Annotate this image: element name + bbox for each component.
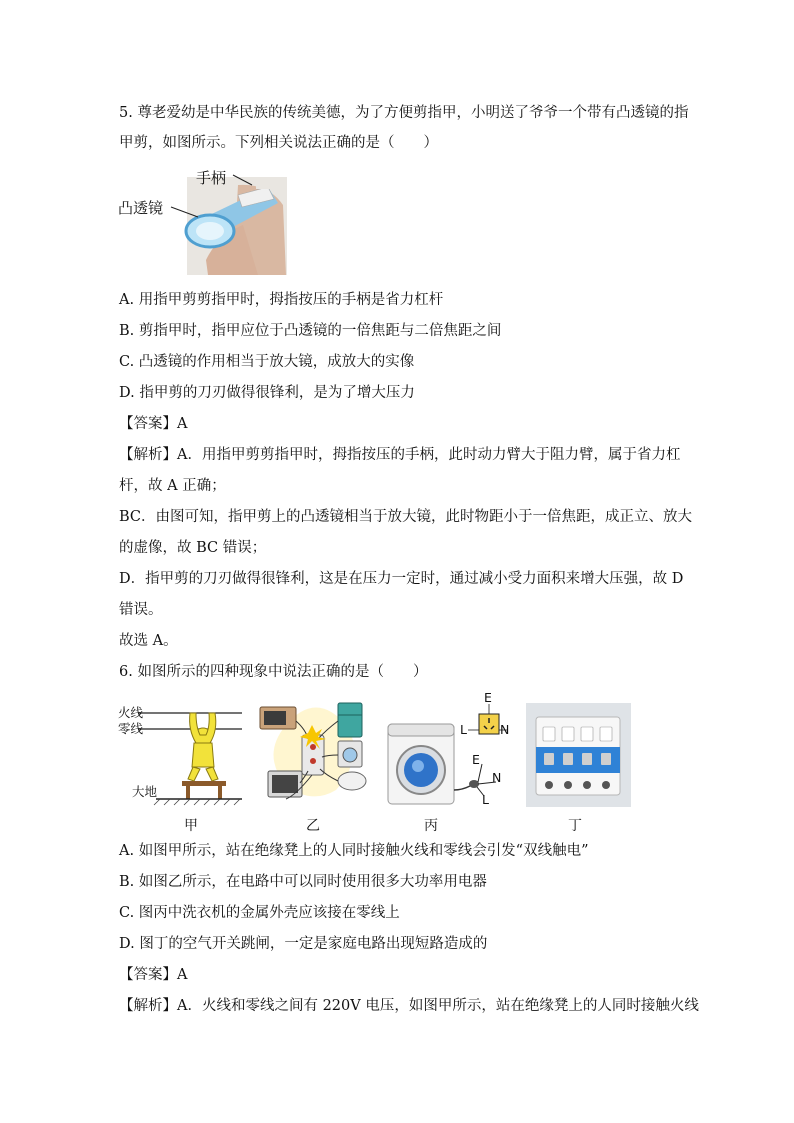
q5-analysis-line2: 杆，故 A 正确；: [119, 478, 226, 494]
q5-stem-line1: 5. 尊老爱幼是中华民族的传统美德，为了方便剪指甲，小明送了爷爷一个带有凸透镜的指: [119, 105, 689, 121]
label-plug-e: E: [472, 752, 480, 767]
overloaded-socket-illustration: [256, 695, 376, 807]
q5-stem-line2: 甲剪，如图所示。下列相关说法正确的是（ ）: [119, 135, 438, 151]
caption-bing: 丙: [424, 818, 438, 834]
caption-jia: 甲: [184, 818, 198, 834]
label-live-wire: 火线: [118, 705, 144, 720]
washing-machine-illustration: [386, 690, 511, 808]
q6-answer: 【答案】A: [119, 967, 188, 983]
label-socket-e: E: [484, 690, 492, 705]
figure-ding: [526, 703, 631, 807]
q5-analysis-line1: 【解析】A．用指甲剪剪指甲时，拇指按压的手柄，此时动力臂大于阻力臂，属于省力杠: [119, 447, 681, 463]
plug-icon: [454, 764, 496, 796]
label-socket-n: N: [500, 722, 510, 737]
q5-option-a: A. 用指甲剪剪指甲时，拇指按压的手柄是省力杠杆: [119, 292, 444, 308]
label-plug-n: N: [492, 770, 502, 785]
q6-option-d: D. 图丁的空气开关跳闸，一定是家庭电路出现短路造成的: [119, 936, 488, 952]
washer-icon: [338, 741, 362, 767]
insulated-stool: [182, 781, 226, 799]
air-switch-photo: [526, 703, 631, 807]
figure-jia: [118, 695, 246, 807]
microwave-icon: [260, 707, 296, 729]
q6-option-b: B. 如图乙所示，在电路中可以同时使用很多大功率用电器: [119, 874, 487, 890]
television-icon: [268, 771, 302, 797]
caption-yi: 乙: [306, 818, 320, 834]
q5-option-b: B. 剪指甲时，指甲应位于凸透镜的一倍焦距与二倍焦距之间: [119, 323, 502, 339]
figure-bing: [386, 690, 511, 808]
q5-analysis-line3: BC．由图可知，指甲剪上的凸透镜相当于放大镜，此时物距小于一倍焦距，成正立、放大: [119, 509, 693, 525]
q5-figure: [118, 165, 293, 277]
q5-option-c: C. 凸透镜的作用相当于放大镜，成放大的实像: [119, 354, 415, 370]
q6-option-c: C. 图丙中洗衣机的金属外壳应该接在零线上: [119, 905, 400, 921]
q5-option-d: D. 指甲剪的刀刃做得很锋利，是为了增大压力: [119, 385, 415, 401]
q6-stem: 6. 如图所示的四种现象中说法正确的是（ ）: [119, 664, 428, 680]
label-ground: 大地: [132, 784, 158, 799]
q5-answer: 【答案】A: [119, 416, 188, 432]
q5-analysis-line7: 故选 A。: [119, 633, 178, 649]
washing-machine-icon: [388, 724, 454, 804]
label-convex-lens: 凸透镜: [118, 199, 164, 217]
label-handle: 手柄: [196, 169, 227, 187]
q5-analysis-line6: 错误。: [119, 602, 163, 618]
caption-ding: 丁: [568, 818, 582, 834]
person-shape: [188, 713, 218, 781]
refrigerator-icon: [338, 703, 362, 737]
q5-analysis-line5: D．指甲剪的刀刃做得很锋利，这是在压力一定时，通过减小受力面积来增大压强，故 D: [119, 571, 684, 587]
q6-option-a: A. 如图甲所示，站在绝缘凳上的人同时接触火线和零线会引发“双线触电”: [119, 843, 589, 859]
figure-yi: [256, 695, 376, 807]
label-plug-l: L: [482, 792, 489, 807]
q6-analysis-line1: 【解析】A．火线和零线之间有 220V 电压，如图甲所示，站在绝缘凳上的人同时接触火线: [119, 998, 699, 1014]
label-socket-l: L: [460, 722, 467, 737]
q5-analysis-line4: 的虚像，故 BC 错误；: [119, 540, 267, 556]
rice-cooker-icon: [338, 772, 366, 790]
label-neutral-wire: 零线: [118, 721, 144, 736]
